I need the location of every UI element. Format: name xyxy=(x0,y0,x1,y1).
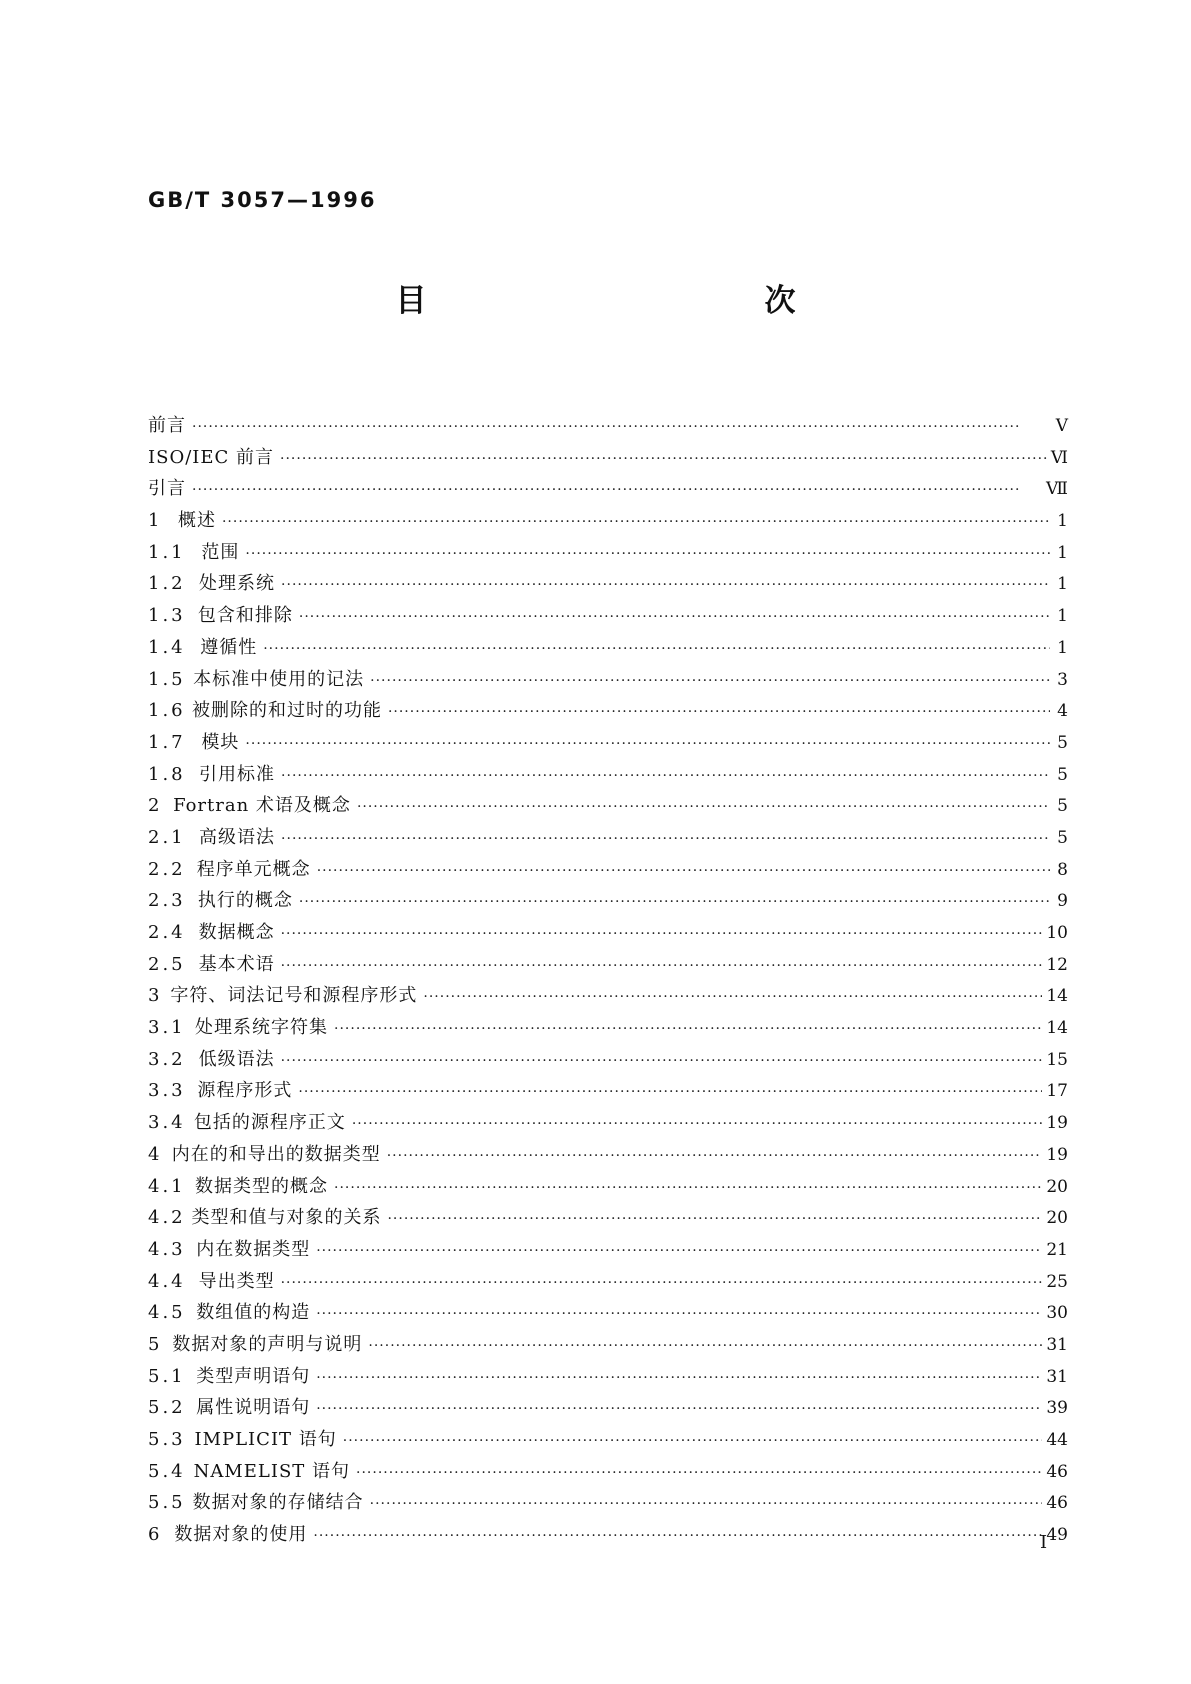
toc-entry-page: 46 xyxy=(1046,1461,1068,1482)
toc-dot-leader xyxy=(245,539,1050,571)
toc-entry-title: 引用标准 xyxy=(199,763,276,785)
toc-entry-number: 3 xyxy=(148,985,163,1007)
page-number: Ⅰ xyxy=(1040,1532,1048,1553)
toc-dot-leader xyxy=(387,1141,1043,1173)
toc-dot-leader xyxy=(316,1236,1042,1268)
toc-entry-page: 5 xyxy=(1057,764,1068,785)
toc-entry-title: 数据概念 xyxy=(198,922,275,943)
toc-entry-number: 5.5 xyxy=(148,1492,186,1514)
toc-entry-title: 遵循性 xyxy=(200,636,258,658)
toc-dot-leader xyxy=(222,507,1050,539)
toc-entry-page: 1 xyxy=(1057,511,1068,532)
toc-entry-title: 类型声明语句 xyxy=(196,1365,311,1387)
page-title: 目 次 xyxy=(395,283,888,319)
toc-entry-number: 5.1 xyxy=(148,1365,186,1387)
toc-entry[interactable] xyxy=(148,1234,1068,1266)
toc-dot-leader xyxy=(316,1299,1042,1331)
toc-entry-title: 程序单元概念 xyxy=(196,858,311,880)
toc-entry[interactable] xyxy=(148,1171,1068,1203)
toc-entry[interactable] xyxy=(148,695,1068,727)
toc-entry-page: Ⅴ xyxy=(1055,416,1068,436)
toc-entry[interactable] xyxy=(148,1202,1068,1234)
toc-entry-page: Ⅵ xyxy=(1050,447,1068,468)
toc-entry-title: 字符、词法记号和源程序形式 xyxy=(170,985,418,1007)
toc-dot-leader xyxy=(245,729,1050,761)
toc-entry[interactable] xyxy=(148,980,1068,1012)
toc-entry-page: 49 xyxy=(1046,1525,1068,1546)
toc-dot-leader xyxy=(192,412,1050,444)
toc-dot-leader xyxy=(368,1331,1042,1363)
toc-entry[interactable] xyxy=(148,727,1068,759)
toc-dot-leader xyxy=(423,982,1042,1014)
toc-entry[interactable] xyxy=(148,1519,1068,1551)
toc-entry-number: 4.2 xyxy=(148,1207,186,1229)
toc-entry[interactable] xyxy=(148,822,1068,854)
toc-entry-page: 10 xyxy=(1046,923,1068,943)
toc-entry-title: 本标准中使用的记法 xyxy=(193,668,365,690)
toc-entry-number: 5.3 xyxy=(148,1429,186,1450)
toc-dot-leader xyxy=(387,1204,1042,1236)
toc-dot-leader xyxy=(281,570,1050,602)
toc-entry-page: 5 xyxy=(1057,796,1068,817)
toc-entry-page: 31 xyxy=(1046,1334,1068,1355)
toc-entry-number: 3.4 xyxy=(148,1112,186,1134)
toc-entry-page: 8 xyxy=(1057,859,1068,880)
toc-dot-leader xyxy=(357,792,1050,824)
toc-entry[interactable] xyxy=(148,473,1068,505)
toc-entry-number: 2.2 xyxy=(148,858,186,880)
toc-entry-title: 导出类型 xyxy=(198,1270,275,1292)
toc-entry[interactable] xyxy=(148,1075,1068,1107)
toc-entry-page: 20 xyxy=(1046,1176,1068,1197)
toc-entry-title: 前言 xyxy=(148,415,186,436)
toc-entry[interactable] xyxy=(148,568,1068,600)
toc-entry-number: 6 xyxy=(148,1524,163,1546)
toc-entry-page: 12 xyxy=(1046,954,1068,975)
toc-entry[interactable] xyxy=(148,1329,1068,1361)
toc-dot-leader xyxy=(281,919,1043,951)
toc-entry-number: 1.2 xyxy=(148,573,186,595)
toc-entry[interactable] xyxy=(148,885,1068,917)
toc-dot-leader xyxy=(299,887,1050,919)
toc-entry-title: 基本术语 xyxy=(198,953,275,975)
toc-entry[interactable] xyxy=(148,537,1068,569)
toc-entry-number: 3.3 xyxy=(148,1080,186,1102)
toc-entry-title: 包含和排除 xyxy=(197,605,293,627)
toc-entry-number: 5.4 xyxy=(148,1460,186,1482)
toc-entry-number: 3.2 xyxy=(148,1048,186,1070)
toc-dot-leader xyxy=(192,475,1042,507)
toc-entry-page: Ⅶ xyxy=(1046,479,1068,500)
toc-entry-number: 1.3 xyxy=(148,605,186,627)
toc-entry-page: 17 xyxy=(1046,1081,1068,1102)
toc-entry-title: 处理系统 xyxy=(199,573,276,595)
toc-entry-title: 内在的和导出的数据类型 xyxy=(171,1143,381,1165)
toc-entry-page: 19 xyxy=(1046,1144,1068,1165)
toc-entry-number: 1 xyxy=(148,510,163,532)
toc-entry[interactable] xyxy=(148,1297,1068,1329)
toc-entry-title: 属性说明语句 xyxy=(196,1397,311,1419)
toc-entry-number: 2.3 xyxy=(148,890,186,912)
toc-entry-title: 概述 xyxy=(177,510,216,532)
toc-entry-page: 44 xyxy=(1046,1430,1068,1450)
toc-entry-title: 被删除的和过时的功能 xyxy=(191,700,382,722)
toc-entry-page: 15 xyxy=(1046,1049,1068,1070)
toc-dot-leader xyxy=(316,1394,1042,1426)
toc-entry-page: 5 xyxy=(1057,827,1068,848)
toc-entry-number: 2.1 xyxy=(148,826,186,848)
toc-entry-number: 2.5 xyxy=(148,953,186,975)
toc-dot-leader xyxy=(299,602,1050,634)
toc-entry-number: 1.6 xyxy=(148,700,186,722)
toc-entry[interactable] xyxy=(148,1044,1068,1076)
toc-entry-page: 21 xyxy=(1046,1239,1068,1260)
toc-dot-leader xyxy=(281,1046,1043,1078)
toc-dot-leader xyxy=(263,634,1050,666)
toc-dot-leader xyxy=(313,1521,1042,1553)
toc-entry-number: 2 xyxy=(148,795,163,817)
toc-entry[interactable] xyxy=(148,410,1068,442)
toc-entry[interactable] xyxy=(148,1266,1068,1298)
toc-entry[interactable] xyxy=(148,1487,1068,1519)
toc-entry-number: 5.2 xyxy=(148,1397,186,1419)
toc-entry-title: 高级语法 xyxy=(199,826,276,848)
toc-dot-leader xyxy=(298,1077,1042,1109)
toc-entry-page: 25 xyxy=(1046,1271,1068,1292)
toc-entry[interactable] xyxy=(148,790,1068,822)
toc-dot-leader xyxy=(352,1109,1043,1141)
document-code: GB/T 3057—1996 xyxy=(148,188,377,212)
toc-entry[interactable] xyxy=(148,664,1068,696)
toc-dot-leader xyxy=(370,1489,1043,1521)
toc-entry-number: 3.1 xyxy=(148,1017,186,1039)
toc-entry[interactable] xyxy=(148,949,1068,981)
toc-entry-title: 数据对象的存储结合 xyxy=(192,1492,364,1514)
toc-entry-number: 4.1 xyxy=(148,1175,186,1197)
toc-dot-leader xyxy=(334,1173,1042,1205)
toc-dot-leader xyxy=(356,1458,1042,1490)
toc-entry[interactable] xyxy=(148,632,1068,664)
toc-entry-page: 46 xyxy=(1046,1493,1068,1514)
toc-entry-title: 数据对象的使用 xyxy=(174,1524,308,1546)
toc-entry-title: 处理系统字符集 xyxy=(195,1017,329,1039)
toc-entry-title: IMPLICIT 语句 xyxy=(194,1429,337,1450)
toc-dot-leader xyxy=(388,697,1050,729)
toc-dot-leader xyxy=(281,824,1050,856)
toc-entry-number: 4.3 xyxy=(148,1238,186,1260)
toc-entry[interactable] xyxy=(148,917,1068,949)
toc-entry-number: 4 xyxy=(148,1143,163,1165)
toc-entry-title: 数据类型的概念 xyxy=(195,1175,329,1197)
toc-entry-number: 1.7 xyxy=(148,731,186,753)
toc-entry-number: 2.4 xyxy=(148,922,186,943)
toc-entry-title: ISO/IEC 前言 xyxy=(148,446,275,468)
toc-dot-leader xyxy=(317,856,1050,888)
toc-entry-page: 1 xyxy=(1057,574,1068,595)
toc-dot-leader xyxy=(370,666,1050,698)
toc-entry-page: 30 xyxy=(1046,1303,1068,1324)
toc-entry[interactable] xyxy=(148,1012,1068,1044)
toc-entry[interactable] xyxy=(148,442,1068,474)
toc-entry-title: 执行的概念 xyxy=(197,890,293,912)
toc-entry-page: 20 xyxy=(1046,1208,1068,1229)
toc-entry-title: 数组值的构造 xyxy=(196,1302,311,1324)
toc-entry[interactable] xyxy=(148,1392,1068,1424)
toc-entry-page: 14 xyxy=(1046,1018,1068,1039)
toc-entry[interactable] xyxy=(148,1139,1068,1171)
toc-entry[interactable] xyxy=(148,1361,1068,1393)
toc-entry-title: 类型和值与对象的关系 xyxy=(191,1207,382,1229)
toc-dot-leader xyxy=(334,1014,1042,1046)
toc-dot-leader xyxy=(281,761,1050,793)
toc-entry-page: 5 xyxy=(1057,732,1068,753)
toc-entry-title: 模块 xyxy=(201,731,240,753)
toc-entry-page: 3 xyxy=(1057,669,1068,690)
toc-entry-number: 4.4 xyxy=(148,1270,186,1292)
toc-entry[interactable] xyxy=(148,1456,1068,1488)
toc-entry-page: 19 xyxy=(1046,1113,1068,1134)
toc-entry-number: 4.5 xyxy=(148,1302,186,1324)
toc-entry-number: 5 xyxy=(148,1333,163,1355)
toc-entry-title: 引言 xyxy=(148,478,186,500)
toc-entry-title: NAMELIST 语句 xyxy=(193,1460,351,1482)
toc-entry-number: 1.5 xyxy=(148,668,186,690)
toc-dot-leader xyxy=(316,1363,1042,1395)
toc-entry-title: Fortran 术语及概念 xyxy=(173,795,351,817)
toc-entry-title: 数据对象的声明与说明 xyxy=(172,1333,363,1355)
toc-dot-leader xyxy=(281,1268,1043,1300)
toc-entry-number: 1.4 xyxy=(148,636,186,658)
toc-entry[interactable] xyxy=(148,854,1068,886)
toc-dot-leader xyxy=(281,951,1043,983)
toc-entry-page: 39 xyxy=(1046,1398,1068,1419)
toc-entry-title: 范围 xyxy=(201,541,240,563)
toc-entry[interactable] xyxy=(148,505,1068,537)
toc-entry-page: 14 xyxy=(1046,986,1068,1007)
toc-entry-page: 1 xyxy=(1057,606,1068,627)
toc-entry-page: 1 xyxy=(1057,542,1068,563)
toc-dot-leader xyxy=(343,1426,1043,1458)
table-of-contents xyxy=(148,410,1068,1551)
toc-entry-number: 1.1 xyxy=(148,541,186,563)
toc-entry[interactable] xyxy=(148,759,1068,791)
toc-entry-title: 低级语法 xyxy=(198,1048,275,1070)
toc-entry[interactable] xyxy=(148,600,1068,632)
toc-entry-page: 1 xyxy=(1057,637,1068,658)
toc-entry[interactable] xyxy=(148,1424,1068,1456)
toc-entry-title: 包括的源程序正文 xyxy=(193,1112,346,1134)
toc-entry-title: 内在数据类型 xyxy=(196,1238,311,1260)
toc-entry[interactable] xyxy=(148,1107,1068,1139)
toc-entry-title: 源程序形式 xyxy=(197,1080,293,1102)
toc-dot-leader xyxy=(280,444,1047,476)
toc-entry-number: 1.8 xyxy=(148,763,186,785)
toc-entry-page: 9 xyxy=(1057,891,1068,912)
toc-entry-page: 4 xyxy=(1057,701,1068,722)
toc-entry-page: 31 xyxy=(1046,1366,1068,1387)
